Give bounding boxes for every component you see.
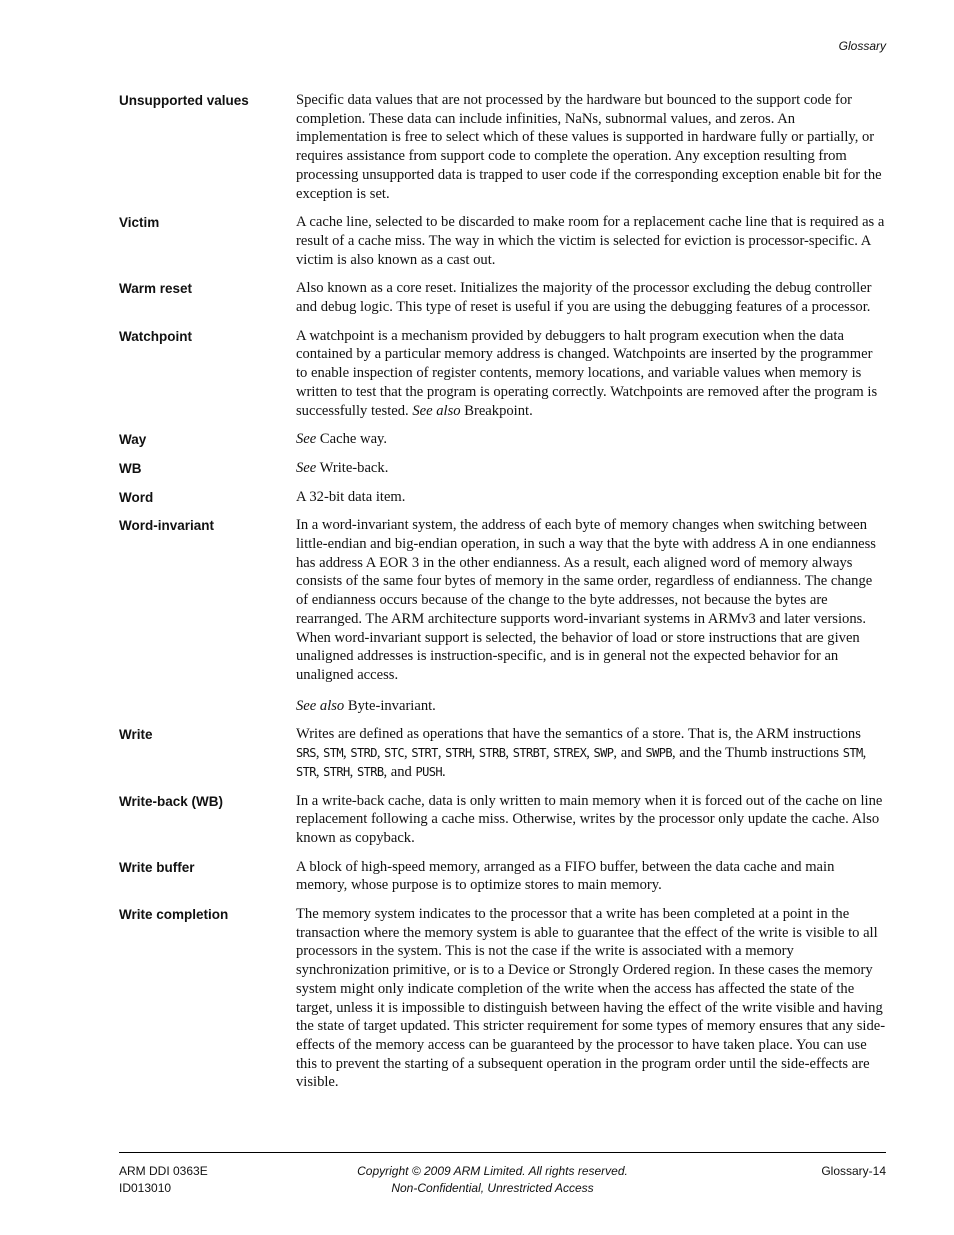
cross-reference: Cache way. — [319, 431, 388, 448]
glossary-term: Write-back (WB) — [119, 793, 224, 809]
glossary-definition: Also known as a core reset. Initializes the majority of the processor excluding the debug controller and debug logic. This type of reset is useful if you are using the debugging features of a processor. — [296, 280, 872, 316]
arm-instruction: STRD — [350, 746, 377, 761]
document-revision: ID013010 — [119, 1181, 172, 1195]
glossary-term: Word-invariant — [119, 518, 215, 534]
glossary-term: Way — [119, 432, 147, 448]
footer-center — [300, 1163, 685, 1197]
cross-reference: Write-back. — [319, 459, 389, 476]
glossary-definition: In a word-invariant system, the address of each byte of memory changes when switching between little-endian and big-endian operation, in such a way that the byte with address A in one endianness has address A EOR 3 in the other endianness. As a result, each aligned word of memory always consists of the same four bytes of memory in the same order, regardless of endianness. The change of endianness occurs because of the change to the byte addresses, not because the bytes are rearranged. The ARM architecture supports word-invariant systems in ARMv3 and later versions. When word-invariant support is selected, the behavior of load or store instructions that are given unaligned addresses is instruction-specific, and is in general not the expected behavior for an unaligned access. See also Byte-invariant. — [296, 517, 876, 714]
glossary-term: Unsupported values — [119, 93, 249, 108]
glossary-definition: In a write-back cache, data is only written to main memory when it is forced out of the cache on line replacement following a cache miss. Otherwise, writes by the processor only update the cache. Also known as copyback. — [296, 792, 883, 846]
glossary-term: Warm reset — [119, 281, 193, 297]
glossary-entry — [119, 279, 886, 316]
glossary-definition: The memory system indicates to the processor that a write has been completed at a point in the transaction where the memory system is able to guarantee that the effect of the write is visible to all processors in the system. This is not the case if the write is associated with a memory synchronization primitive, or is to a Device or Strongly Ordered region. In these cases the memory system might only indicate completion of the write when the access has affected the state of the target, unless it is impossible to distinguish between having the effect of the write visible and having the state of target updated. This stricter requirement for some types of memory ensures that any side-effects of the memory access can be guaranteed by the processor to have taken place. You can use this to prevent the starting of a subsequent operation in the program order until the side-effects are visible. — [296, 906, 886, 1091]
glossary-entry — [119, 459, 886, 478]
thumb-instruction: STRB — [356, 764, 384, 779]
access-notice: Non-Confidential, Unrestricted Access — [391, 1181, 594, 1195]
glossary-entry — [119, 905, 886, 1092]
glossary-entry — [119, 91, 886, 203]
glossary-term: Write completion — [119, 907, 229, 923]
thumb-instruction: STM — [842, 746, 863, 761]
glossary-entry — [119, 430, 886, 449]
glossary-definition: A cache line, selected to be discarded to make room for a replacement cache line that is required as a result of a cache miss. The way in which the victim is selected for eviction is processor-specific. A victim is also known as a cast out. — [296, 214, 885, 268]
arm-instruction: STRT — [411, 746, 438, 761]
footer-divider — [119, 1152, 886, 1153]
see-also-label: See also — [412, 402, 461, 419]
arm-instruction: STRB — [478, 746, 506, 761]
glossary-entry — [119, 213, 886, 269]
see-label: See — [296, 431, 317, 448]
glossary-entry — [119, 725, 886, 781]
glossary-entry — [119, 792, 886, 848]
glossary-term: WB — [119, 460, 142, 476]
thumb-instruction: STR — [296, 764, 316, 779]
see-also-label: See also — [296, 697, 345, 714]
arm-instruction: STREX — [553, 746, 587, 761]
thumb-instruction: PUSH — [415, 764, 442, 779]
glossary-entry — [119, 858, 886, 895]
glossary-definition: A watchpoint is a mechanism provided by debuggers to halt program execution when the data contained by a particular memory address is changed. Watchpoints are inserted by the programmer to enable inspection of register contents, memory locations, and variable values when memory is written to test that the program is operating correctly. Watchpoints are removed after the program is successfully tested. See also Breakpoint. — [296, 327, 878, 419]
glossary-definition: Writes are defined as operations that have the semantics of a store. That is, the ARM instructions SRS, STM, STRD, STC, STRT, STRH, STRB, STRBT, STREX, SWP, and SWPB, and the Thumb instructions STM, STR, STRH, STRB, and PUSH. — [296, 726, 867, 780]
arm-instruction: SWP — [593, 746, 614, 761]
thumb-instruction: STRH — [323, 764, 350, 779]
glossary-term: Victim — [119, 215, 160, 231]
cross-reference: Byte-invariant. — [347, 697, 436, 714]
document-id: ARM DDI 0363E — [119, 1164, 208, 1178]
glossary-definition: Specific data values that are not processed by the hardware but bounced to the support code for completion. These data can include infinities, NaNs, subnormal values, and zeros. An implementation is free to select which of these values is supported in hardware fully or partially, or requires assistance from support code to complete the operation. Any exception resulting from processing unsupported data is trapped to user code if the corresponding exception enable bit for the exception is set. — [296, 92, 882, 202]
glossary-list — [119, 91, 886, 1102]
glossary-entry — [119, 488, 886, 507]
glossary-definition: A 32-bit data item. — [296, 488, 406, 505]
copyright-notice: Copyright © 2009 ARM Limited. All rights reserved. — [357, 1164, 628, 1178]
glossary-definition — [296, 459, 886, 478]
glossary-term: Word — [119, 489, 154, 505]
glossary-term: Write — [119, 727, 153, 743]
arm-instruction: SWPB — [645, 746, 672, 761]
arm-instruction: STM — [323, 746, 344, 761]
arm-instruction: STC — [384, 746, 405, 761]
glossary-definition: A block of high-speed memory, arranged as a FIFO buffer, between the data cache and main memory, whose purpose is to optimize stores to main memory. — [296, 858, 835, 894]
glossary-term: Write buffer — [119, 859, 195, 875]
arm-instruction: STRH — [445, 746, 472, 761]
glossary-entry — [119, 327, 886, 421]
page-number: Glossary-14 — [821, 1164, 886, 1178]
footer-left — [119, 1163, 208, 1197]
see-label: See — [296, 459, 317, 476]
cross-reference: Breakpoint. — [464, 402, 533, 419]
arm-instruction: STRBT — [512, 746, 546, 761]
arm-instruction: SRS — [296, 746, 316, 761]
glossary-entry — [119, 516, 886, 715]
glossary-term: Watchpoint — [119, 328, 192, 344]
running-header: Glossary — [838, 39, 886, 53]
glossary-definition — [296, 430, 886, 449]
